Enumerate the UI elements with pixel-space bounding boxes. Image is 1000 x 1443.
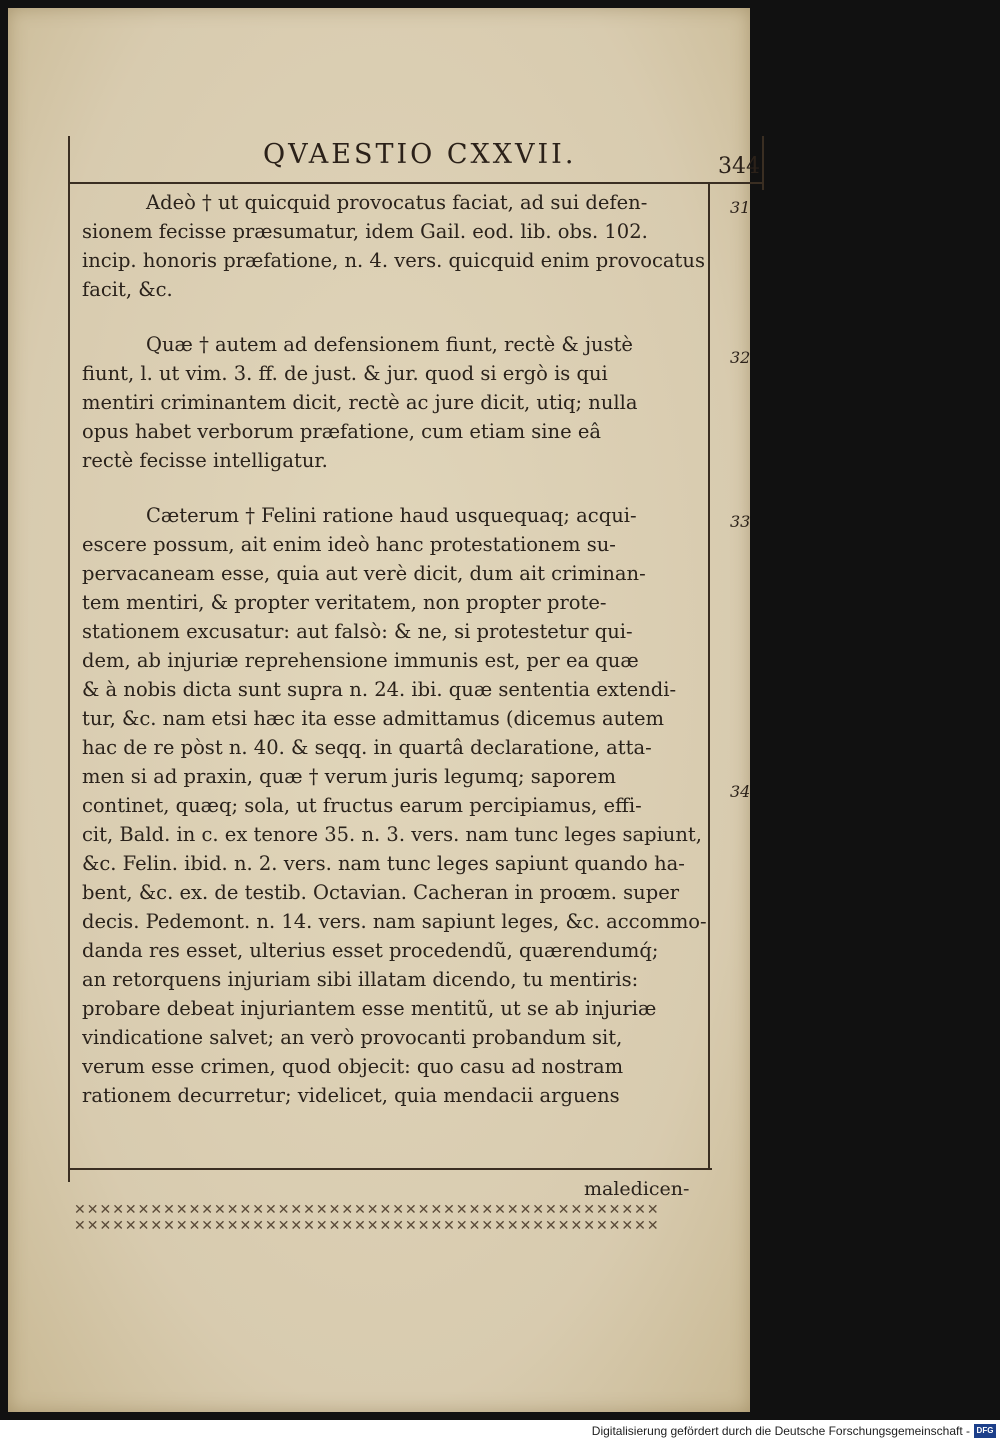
text-line: an retorquens injuriam sibi illatam dicendo, tu mentiris:: [82, 968, 639, 991]
margin-number-34: 34: [730, 782, 751, 801]
text-line: Cæterum † Felini ratione haud usquequaq; acqui-: [146, 504, 637, 527]
catchword: maledicen-: [584, 1178, 690, 1200]
text-line: men si ad praxin, quæ † verum juris legumq; saporem: [82, 765, 616, 788]
text-line: cit, Bald. in c. ex tenore 35. n. 3. vers. nam tunc leges sapiunt,: [82, 823, 702, 846]
paragraph-2: [82, 330, 712, 475]
text-line: Quæ † autem ad defensionem fiunt, rectè & justè: [146, 333, 633, 356]
text-line: danda res esset, ulterius esset procedendũ, quærendumq́;: [82, 939, 659, 962]
text-line: & à nobis dicta sunt supra n. 24. ibi. quæ sententia extendi-: [82, 678, 677, 701]
text-line: dem, ab injuriæ reprehensione immunis est, per ea quæ: [82, 649, 639, 672]
dfg-logo-icon: DFG: [974, 1424, 996, 1438]
left-frame-rule: [68, 136, 70, 1182]
text-line: facit, &c.: [82, 278, 173, 301]
text-line: tur, &c. nam etsi hæc ita esse admittamus (dicemus autem: [82, 707, 665, 730]
funding-notice: Digitalisierung gefördert durch die Deutsche Forschungsgemeinschaft -: [591, 1424, 970, 1438]
text-line: bent, &c. ex. de testib. Octavian. Cacheran in proœm. super: [82, 881, 680, 904]
text-line: rectè fecisse intelligatur.: [82, 449, 328, 472]
page-number: 344: [718, 154, 760, 179]
ornament-row: ✕✕✕✕✕✕✕✕✕✕✕✕✕✕✕✕✕✕✕✕✕✕✕✕✕✕✕✕✕✕✕✕✕✕✕✕✕✕✕✕✕✕✕✕✕✕: [74, 1218, 660, 1234]
text-line: Adeò † ut quicquid provocatus faciat, ad sui defen-: [146, 191, 648, 214]
text-line: continet, quæq; sola, ut fructus earum percipiamus, effi-: [82, 794, 642, 817]
margin-number-31: 31: [730, 198, 751, 217]
text-line: &c. Felin. ibid. n. 2. vers. nam tunc leges sapiunt quando ha-: [82, 852, 685, 875]
margin-number-32: 32: [730, 348, 751, 367]
text-line: sionem fecisse præsumatur, idem Gail. eod. lib. obs. 102.: [82, 220, 648, 243]
text-line: mentiri criminantem dicit, rectè ac jure dicit, utiq; nulla: [82, 391, 638, 414]
text-line: tem mentiri, & propter veritatem, non propter prote-: [82, 591, 607, 614]
paragraph-1: [82, 188, 712, 304]
text-line: verum esse crimen, quod objecit: quo casu ad nostram: [82, 1055, 624, 1078]
text-line: stationem excusatur: aut falsò: & ne, si protestetur qui-: [82, 620, 633, 643]
ornament-border: [74, 1202, 762, 1236]
text-line: vindicatione salvet; an verò provocanti probandum sit,: [82, 1026, 623, 1049]
running-head: QVAESTIO CXXVII.: [263, 139, 577, 170]
main-text: [82, 188, 712, 1136]
text-line: hac de re pòst n. 40. & seqq. in quartâ declaratione, atta-: [82, 736, 652, 759]
text-line: escere possum, ait enim ideò hanc protestationem su-: [82, 533, 616, 556]
text-line: opus habet verborum præfatione, cum etiam sine eâ: [82, 420, 601, 443]
paragraph-3: [82, 501, 712, 1110]
head-rule: [68, 182, 762, 184]
margin-number-33: 33: [730, 512, 751, 531]
foot-rule: [68, 1168, 712, 1170]
text-line: rationem decurretur; videlicet, quia mendacii arguens: [82, 1084, 620, 1107]
book-page: [8, 8, 760, 1412]
text-line: decis. Pedemont. n. 14. vers. nam sapiunt leges, &c. accommo-: [82, 910, 707, 933]
ornament-row: ✕✕✕✕✕✕✕✕✕✕✕✕✕✕✕✕✕✕✕✕✕✕✕✕✕✕✕✕✕✕✕✕✕✕✕✕✕✕✕✕✕✕✕✕✕✕: [74, 1202, 660, 1218]
text-line: pervacaneam esse, quia aut verè dicit, dum ait criminan-: [82, 562, 646, 585]
text-line: incip. honoris præfatione, n. 4. vers. quicquid enim provocatus: [82, 249, 705, 272]
footer-bar: [0, 1420, 1000, 1443]
text-line: probare debeat injuriantem esse mentitũ, ut se ab injuriæ: [82, 997, 657, 1020]
right-frame-rule: [762, 136, 764, 190]
text-line: fiunt, l. ut vim. 3. ff. de just. & jur. quod si ergò is qui: [82, 362, 608, 385]
